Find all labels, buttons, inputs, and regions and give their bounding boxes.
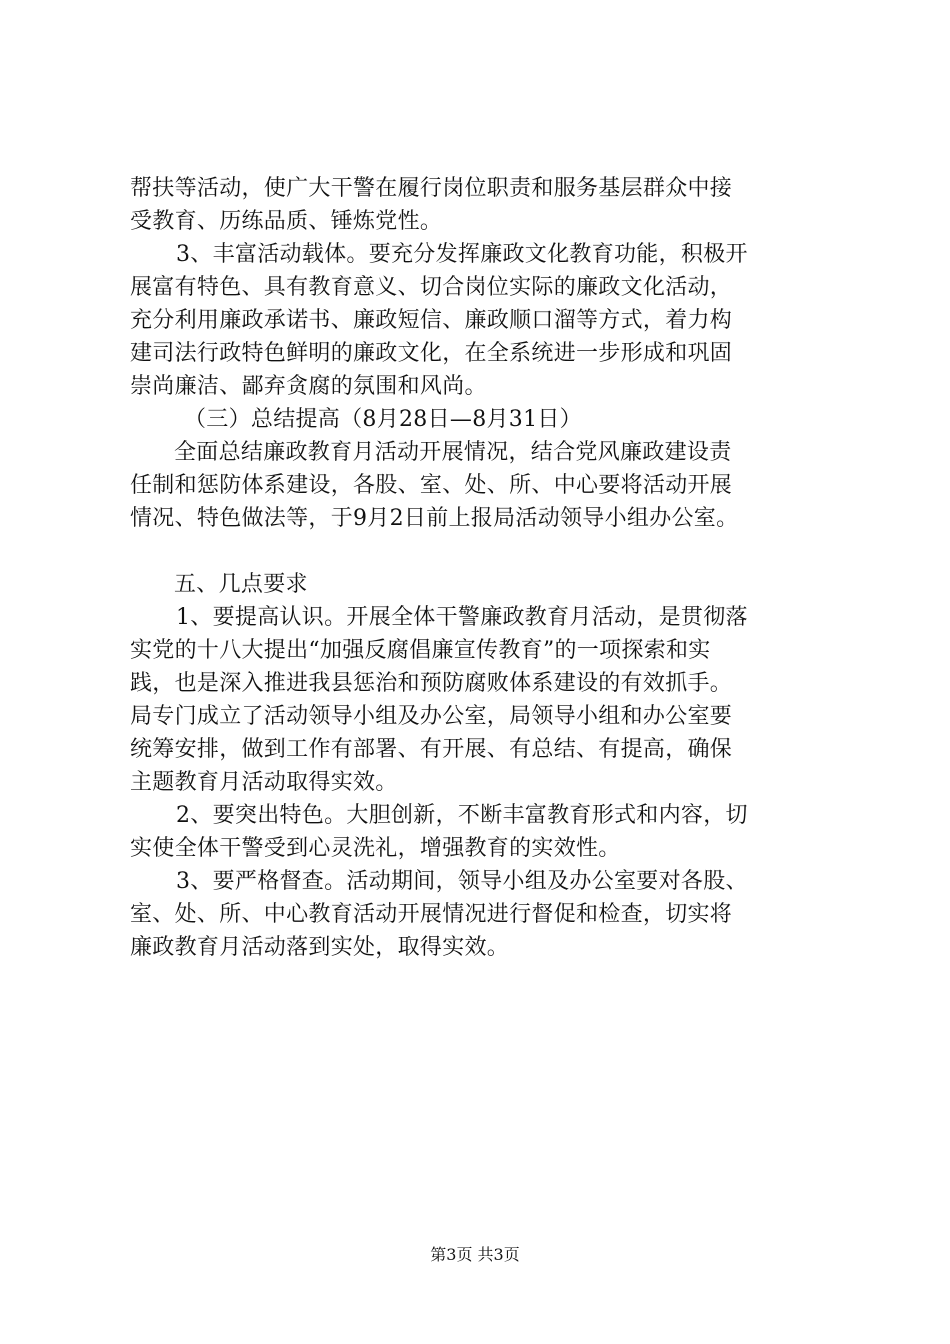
page-number-footer: 第3页 共3页 [430, 1245, 520, 1264]
text-line: 全面总结廉政教育月活动开展情况，结合党风廉政建设责 [174, 440, 732, 465]
text-line: 帮扶等活动，使广大干警在履行岗位职责和服务基层群众中接 [130, 176, 733, 201]
text-line: 2、要突出特色。大胆创新，不断丰富教育形式和内容，切 [176, 803, 748, 828]
text-line: 践，也是深入推进我县惩治和预防腐败体系建设的有效抓手。 [130, 671, 733, 696]
section-heading: 五、几点要求 [174, 572, 308, 597]
text-line: 实使全体干警受到心灵洗礼，增强教育的实效性。 [130, 836, 621, 861]
text-line: 廉政教育月活动落到实处，取得实效。 [130, 935, 510, 960]
text-line: 统筹安排，做到工作有部署、有开展、有总结、有提高，确保 [130, 737, 733, 762]
text-line: 室、处、所、中心教育活动开展情况进行督促和检查，切实将 [130, 902, 733, 927]
text-line: 主题教育月活动取得实效。 [130, 770, 398, 795]
text-line: 3、丰富活动载体。要充分发挥廉政文化教育功能，积极开 [176, 242, 748, 267]
text-line: 受教育、历练品质、锤炼党性。 [130, 209, 443, 234]
text-line: 3、要严格督查。活动期间，领导小组及办公室要对各股、 [176, 869, 748, 894]
text-line: 展富有特色、具有教育意义、切合岗位实际的廉政文化活动， [130, 275, 733, 300]
text-line: 充分利用廉政承诺书、廉政短信、廉政顺口溜等方式，着力构 [130, 308, 733, 333]
text-line: 建司法行政特色鲜明的廉政文化，在全系统进一步形成和巩固 [130, 341, 733, 366]
section-heading: （三）总结提高（8月28日—8月31日） [184, 407, 582, 432]
paragraph-gap [130, 535, 845, 568]
document-body [130, 172, 845, 964]
text-line: 局专门成立了活动领导小组及办公室，局领导小组和办公室要 [130, 704, 733, 729]
text-line: 崇尚廉洁、鄙弃贪腐的氛围和风尚。 [130, 374, 487, 399]
text-line: 情况、特色做法等，于9月2日前上报局活动领导小组办公室。 [130, 506, 739, 531]
text-line: 实党的十八大提出“加强反腐倡廉宣传教育”的一项探索和实 [130, 638, 711, 663]
text-line: 1、要提高认识。开展全体干警廉政教育月活动，是贯彻落 [176, 605, 748, 630]
text-line: 任制和惩防体系建设，各股、室、处、所、中心要将活动开展 [130, 473, 733, 498]
